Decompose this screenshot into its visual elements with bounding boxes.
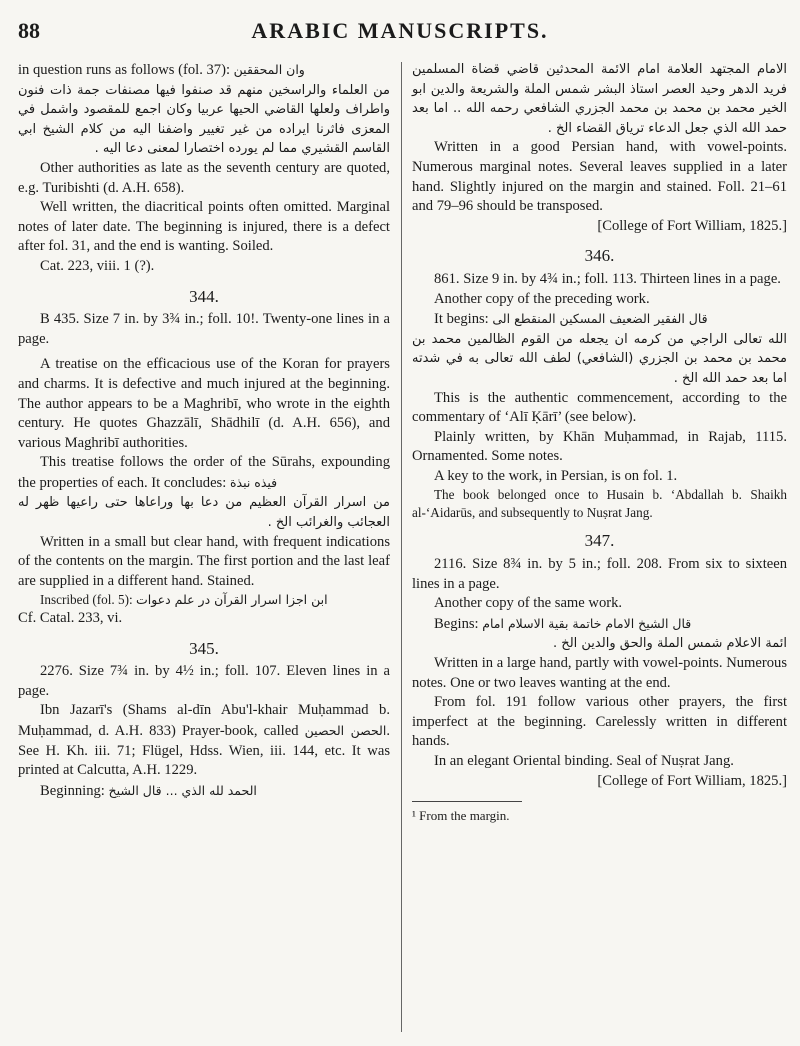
entry-number-346: 346. xyxy=(584,246,615,266)
entry-345-beginning xyxy=(18,781,390,802)
entry-347-hand: Written in a large hand, partly with vowel-points. Numerous notes. One or two leaves wanting at the end. xyxy=(412,655,787,691)
entry-344-size: B 435. Size 7 in. by 3¾ in.; foll. 10!. Twenty-one lines in a page. xyxy=(18,311,390,347)
entry-347-prayers: From fol. 191 follow various other prayers, the first imperfect at the beginning. Carelessly written in different hands. xyxy=(412,694,787,750)
entry-345-description xyxy=(18,701,390,780)
entry-346-copy: Another copy of the preceding work. xyxy=(434,290,650,307)
entry-346-size: 861. Size 9 in. by 4¾ in.; foll. 113. Thirteen lines in a page. xyxy=(434,270,781,287)
entry-344-order-text: This treatise follows the order of the Sūrahs, expounding the properties of each. It concludes: xyxy=(18,454,390,491)
intro-line xyxy=(18,60,390,81)
entry-346-beginning-arabic: قال الفقير الضعيف المسكين المنقطع الى xyxy=(492,311,708,327)
column-divider xyxy=(401,62,402,1032)
entry-344-condition: Written in a small but clear hand, with frequent indications of the contents on the margin. The first portion and the last leaf are supplied in a different hand. Stained. xyxy=(18,533,390,589)
page-number: 88 xyxy=(18,18,40,43)
entry-346-arabic-quote: الله تعالى الراجي من كرمه ان يجعله من القوم الظالمين محمد بن محمد بن محمد بن الجزري (الشافعي) لطف الله تعالى به في شدته اما بعد حمد الله الخ . xyxy=(412,331,787,386)
entry-345-text-b: . See H. Kh. iii. 71; Flügel, Hdss. Wien, iii. 144, etc. It was printed at Calcutta, A.H. 1229. xyxy=(18,722,390,779)
intro-text: in question runs as follows (fol. 37): xyxy=(18,62,230,78)
entry-345-beginning-arabic: الحمد لله الذي ... قال الشيخ xyxy=(108,782,257,798)
entry-344-reference: Cf. Catal. 233, vi. xyxy=(18,609,123,626)
entry-347-size: 2116. Size 8¾ in. by 5 in.; foll. 208. From six to sixteen lines in a page. xyxy=(412,556,787,592)
entry-347-copy: Another copy of the same work. xyxy=(434,595,623,612)
entry-347-arabic-quote: ائمة الاعلام شمس الملة والحق والدين الخ . xyxy=(553,636,787,652)
footnote: ¹ From the margin. xyxy=(412,808,510,824)
arabic-quote-1: من العلماء والراسخين منهم قد صنفوا فيها مصنفات جمة ذات فنون واطراف ولعلها القاضي الحيها عربيا وكان اجمع للمقصود واشمل في المعزى فاثرنا ايراده من غير تغيير واضفنا اليه من كلام الشيخ ابي القاسم القشيري مما لم يورده اختصارا لمعنى دعا اليه . xyxy=(18,82,390,157)
paragraph-authorities: Other authorities as late as the seventh century are quoted, e.g. Turibishti (d. A.H. 658). xyxy=(18,159,390,196)
provenance-347: [College of Fort William, 1825.] xyxy=(597,772,787,789)
entry-347-beginning-arabic: قال الشيخ الامام خاتمة بقية الاسلام امام xyxy=(482,615,692,631)
entry-345-text-a: Ibn Jazarī's (Shams al-dīn Abu'l-khair Muḥammad b. Muḥammad, d. A.H. 833) Prayer-book, called xyxy=(18,702,390,739)
footnote-rule xyxy=(412,801,522,802)
entry-344-order xyxy=(18,453,390,493)
paragraph-345-condition: Written in a good Persian hand, with vowel-points. Numerous marginal notes. Several leaves supplied in a later hand. Slightly injured on the margin and stained. Foll. 21–61 and 79–96 should be transposed. xyxy=(412,139,787,215)
entry-344-inscription xyxy=(18,591,390,609)
paragraph-description: Well written, the diacritical points often omitted. Marginal notes of later date. The beginning is injured, there is a defect after fol. 31, and the end is wanting. Soiled. xyxy=(18,199,390,255)
inscription-label: Inscribed (fol. 5): xyxy=(40,592,133,608)
left-column xyxy=(18,60,390,801)
catalogue-reference: Cat. 223, viii. 1 (?). xyxy=(40,257,155,274)
entry-347-beginning-label: Begins: xyxy=(434,615,479,632)
intro-arabic: وان المحققين xyxy=(233,62,305,77)
page-header xyxy=(0,12,800,52)
entry-346-beginning xyxy=(412,309,787,330)
entry-347-beginning xyxy=(412,614,787,635)
entry-347-binding: In an elegant Oriental binding. Seal of Nuṣrat Jang. xyxy=(434,753,734,769)
entry-344-arabic-quote: من اسرار القرآن العظيم من دعا بها وراعاها حتى راعيها ظهر له العجائب والغرائب الخ . xyxy=(18,495,390,531)
entry-346-scribe: Plainly written, by Khān Muḥammad, in Rajab, 1115. Ornamented. Some notes. xyxy=(412,428,787,465)
entry-346-ownership: The book belonged once to Husain b. ‘Abdallah b. Shaikh al-‘Aidarūs, and subsequently to Nuṣrat Jang. xyxy=(412,487,787,520)
right-column xyxy=(412,60,787,826)
arabic-quote-continued: الامام المجتهد العلامة امام الائمة المحدثين قاضي قضاة المسلمين فريد الدهر وحيد العصر استاذ البشر شمس الملة والشريعة والدين ابو الخير محمد بن محمد بن محمد الجزري الشافعي رحمه الله .. اما بعد حمد الله الذي جعل الدعاء ترياق القضاء الخ . xyxy=(412,62,787,136)
entry-345-beginning-label: Beginning: xyxy=(40,782,105,799)
entry-345-title-arabic: الحصن الحصين xyxy=(304,722,387,738)
entry-number-344: 344. xyxy=(189,286,219,306)
entry-number-347: 347. xyxy=(584,531,615,551)
entry-346-commencement: This is the authentic commencement, according to the commentary of ‘Alī Ḳārī’ (see below). xyxy=(412,389,787,426)
entry-346-beginning-label: It begins: xyxy=(434,311,489,328)
provenance-345: [College of Fort William, 1825.] xyxy=(597,217,787,234)
entry-344-arabic-inline: فيذه نبذة xyxy=(229,474,278,490)
entry-346-key: A key to the work, in Persian, is on fol. 1. xyxy=(434,467,678,484)
inscription-arabic: ابن اجزا اسرار القرآن در علم دعوات xyxy=(135,592,328,608)
entry-number-345: 345. xyxy=(189,638,219,658)
entry-344-description: A treatise on the efficacious use of the Koran for prayers and charms. It is defective and much injured at the beginning. The author appears to be a Maghribī, who wrote in the eighth century. He quotes Ghazzālī, Shādhilī (d. A.H. 656), and various Maghribī authorities. xyxy=(18,356,390,451)
entry-345-size: 2276. Size 7¾ in. by 4½ in.; foll. 107. Eleven lines in a page. xyxy=(18,663,390,699)
running-title: ARABIC MANUSCRIPTS. xyxy=(251,18,549,43)
